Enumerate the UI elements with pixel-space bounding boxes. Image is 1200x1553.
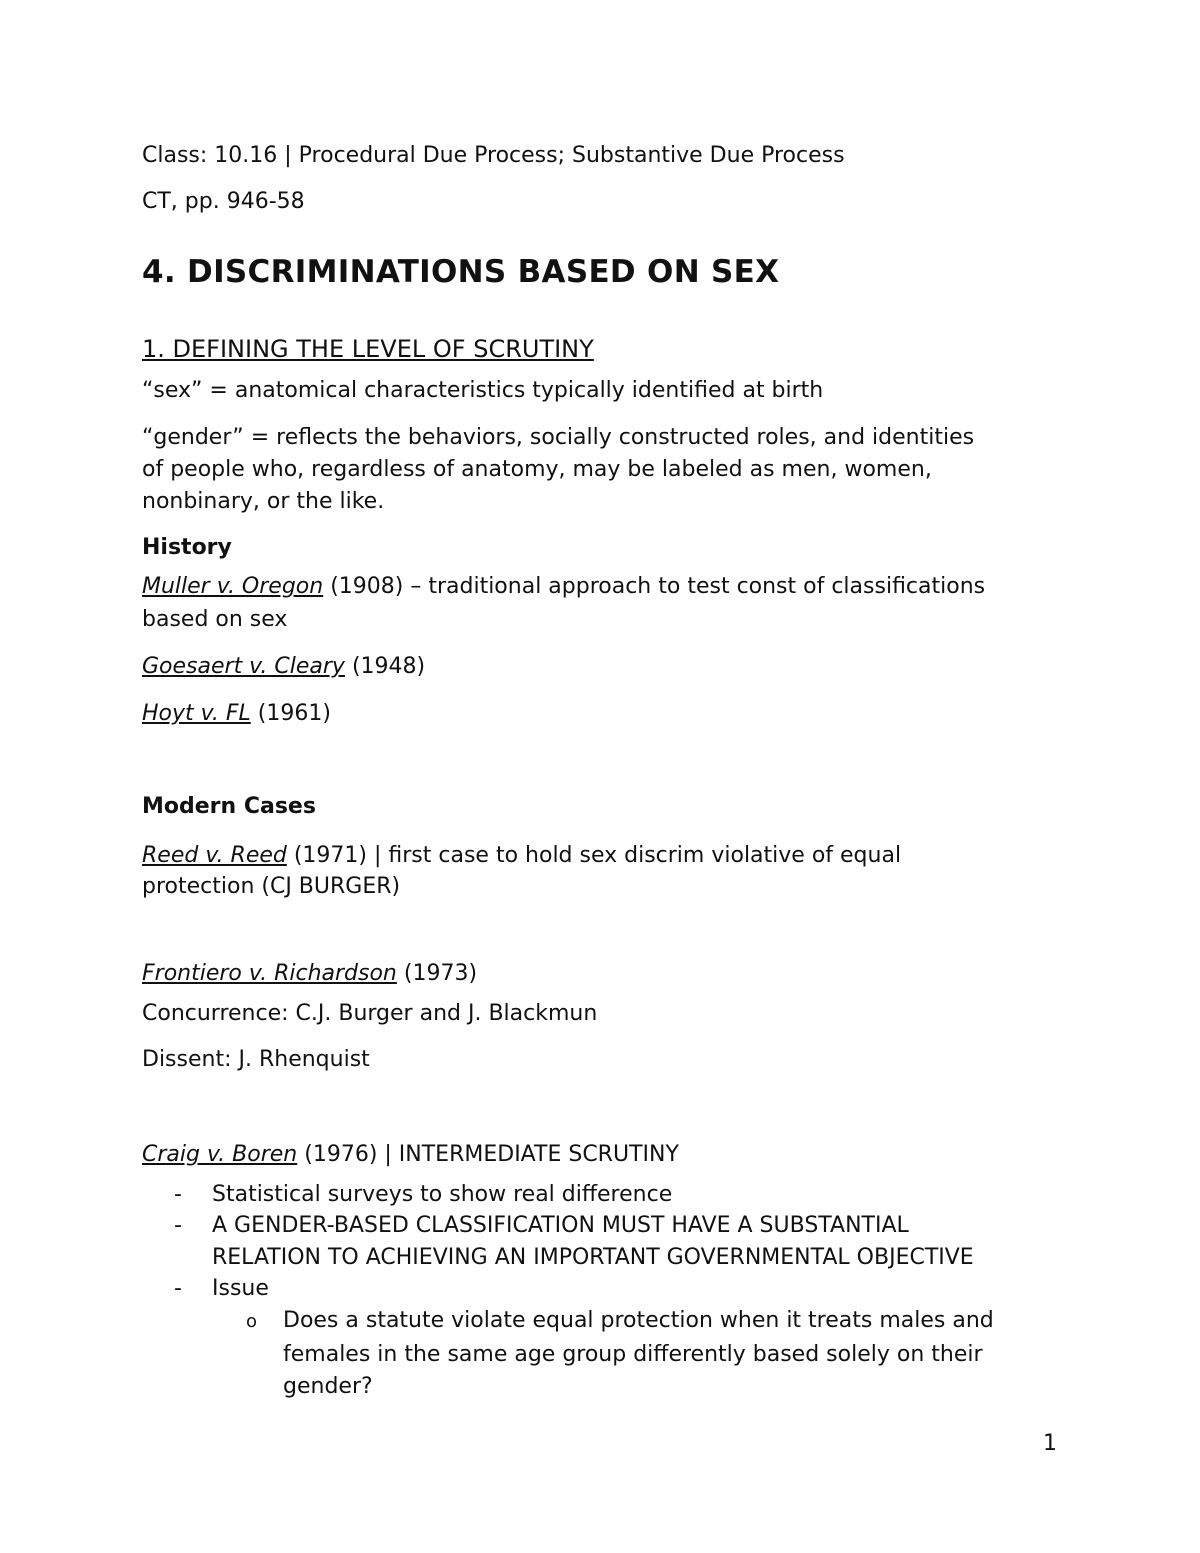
bullet-dash: - [174,1213,182,1238]
sub-bullet-circle: o [246,1311,258,1332]
reed-entry [142,840,901,872]
sex-definition: “sex” = anatomical characteristics typically identified at birth [142,378,824,403]
gender-definition-line: of people who, regardless of anatomy, may be labeled as men, women, [142,457,932,482]
history-heading: History [142,535,232,560]
modern-cases-heading: Modern Cases [142,794,316,819]
bullet-item-continued: RELATION TO ACHIEVING AN IMPORTANT GOVERNMENTAL OBJECTIVE [212,1245,974,1270]
case-description: (1971) | first case to hold sex discrim violative of equal [286,843,902,868]
hoyt-entry [142,698,331,730]
case-year: (1948) [344,654,426,679]
muller-entry [142,571,985,603]
case-name: Goesaert v. Cleary [142,654,345,679]
page-number: 1 [1043,1431,1057,1456]
class-line: Class: 10.16 | Procedural Due Process; Substantive Due Process [142,143,845,168]
case-name: Hoyt v. FL [142,701,251,726]
concurrence-line: Concurrence: C.J. Burger and J. Blackmun [142,1001,598,1026]
case-year: (1961) [250,701,331,726]
craig-entry [142,1139,679,1171]
goesaert-entry [142,651,425,683]
sub-bullet-text: females in the same age group differently based solely on their [283,1342,983,1367]
bullet-item: A GENDER-BASED CLASSIFICATION MUST HAVE A SUBSTANTIAL [212,1213,909,1238]
bullet-item: Statistical surveys to show real difference [212,1182,673,1207]
case-year: (1973) [396,961,478,986]
case-name: Muller v. Oregon [142,574,324,599]
sub-bullet-text: gender? [283,1374,373,1399]
muller-entry-continued: based on sex [142,607,288,632]
frontiero-entry [142,958,477,990]
reed-entry-continued: protection (CJ BURGER) [142,874,401,899]
section-heading: 1. DEFINING THE LEVEL OF SCRUTINY [142,335,594,363]
gender-definition-line: nonbinary, or the like. [142,489,385,514]
bullet-dash: - [174,1182,182,1207]
dissent-line: Dissent: J. Rhenquist [142,1047,370,1072]
bullet-dash: - [174,1276,182,1301]
bullet-item: Issue [212,1276,269,1301]
case-name: Frontiero v. Richardson [142,961,397,986]
case-name: Reed v. Reed [142,843,287,868]
case-name: Craig v. Boren [142,1142,298,1167]
case-description: (1976) | INTERMEDIATE SCRUTINY [297,1142,679,1167]
sub-bullet-text: Does a statute violate equal protection when it treats males and [283,1308,994,1333]
case-description: (1908) – traditional approach to test const of classifications [323,574,986,599]
page-title: 4. DISCRIMINATIONS BASED ON SEX [142,254,780,290]
reading-assignment: CT, pp. 946-58 [142,189,305,214]
gender-definition-line: “gender” = reflects the behaviors, socially constructed roles, and identities [142,425,975,450]
